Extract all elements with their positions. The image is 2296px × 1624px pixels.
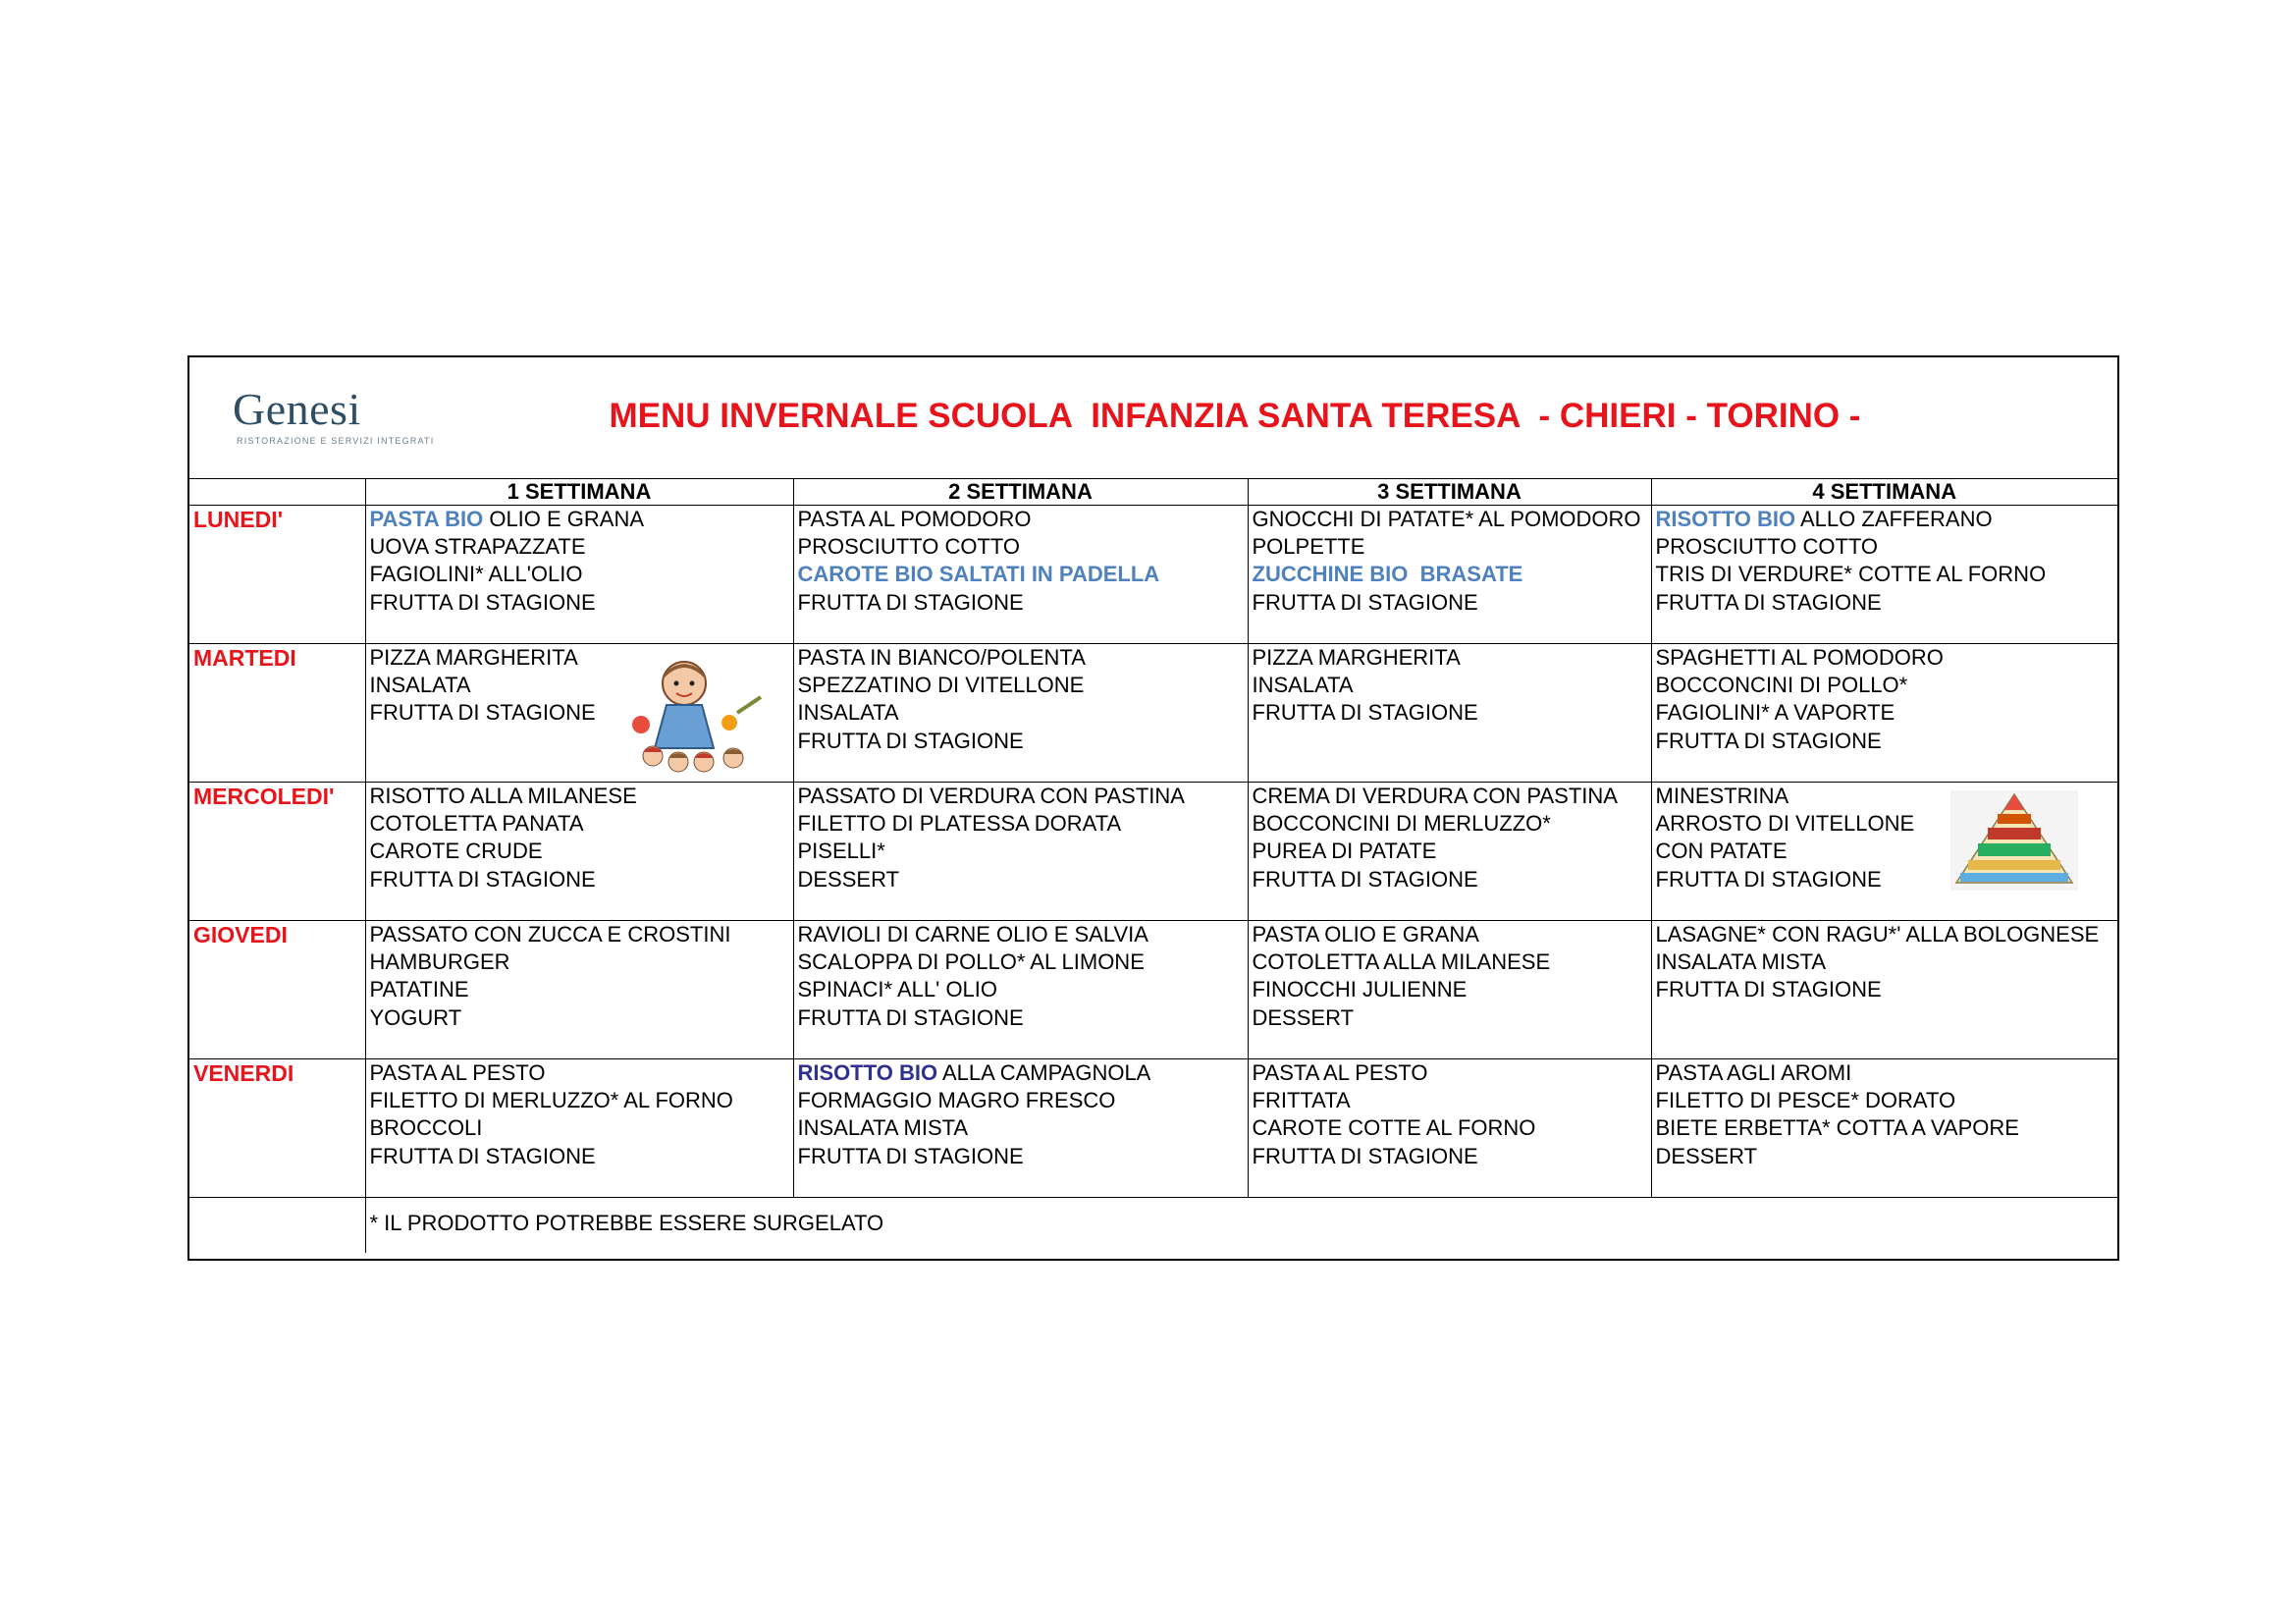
dish-text: RISOTTO ALLA MILANESE bbox=[369, 784, 637, 808]
dish-text: ALLO ZAFFERANO bbox=[1795, 507, 1993, 531]
bio-label: PASTA BIO bbox=[369, 507, 484, 531]
day-label: MARTEDI bbox=[189, 644, 365, 783]
day-label: MERCOLEDI' bbox=[189, 783, 365, 921]
dish-text: FRUTTA DI STAGIONE bbox=[369, 700, 596, 726]
dish-text: PUREA DI PATATE bbox=[1252, 839, 1437, 864]
menu-line bbox=[798, 1143, 1248, 1170]
menu-cell bbox=[793, 1059, 1248, 1198]
dish-text: FILETTO DI MERLUZZO* AL FORNO bbox=[369, 1088, 733, 1113]
dish-text: ARROSTO DI VITELLONE bbox=[1655, 811, 1915, 837]
menu-line bbox=[1253, 644, 1651, 672]
menu-line bbox=[798, 921, 1248, 948]
dish-text: FRUTTA DI STAGIONE bbox=[1252, 700, 1478, 726]
menu-line bbox=[1253, 866, 1651, 893]
dish-text: PASTA IN BIANCO/POLENTA bbox=[797, 645, 1086, 670]
menu-line bbox=[798, 672, 1248, 699]
logo-text: Genesi bbox=[233, 384, 361, 434]
menu-line bbox=[1253, 921, 1651, 948]
dish-text: PIZZA MARGHERITA bbox=[1252, 645, 1461, 670]
dish-text: INSALATA bbox=[797, 700, 899, 726]
dish-text: FRUTTA DI STAGIONE bbox=[1655, 977, 1882, 1002]
dish-text: PIZZA MARGHERITA bbox=[369, 645, 578, 670]
footnote-spacer bbox=[189, 1198, 365, 1254]
menu-table bbox=[189, 478, 2117, 1253]
menu-line bbox=[1656, 672, 2118, 699]
menu-cell bbox=[1248, 783, 1651, 921]
dish-text: INSALATA MISTA bbox=[797, 1115, 969, 1141]
dish-text: BROCCOLI bbox=[369, 1115, 483, 1141]
menu-line bbox=[370, 1004, 793, 1032]
dish-text: RAVIOLI DI CARNE OLIO E SALVIA bbox=[797, 922, 1148, 947]
week-header: 1 SETTIMANA bbox=[365, 479, 793, 506]
menu-line bbox=[1253, 783, 1651, 810]
week-header: 3 SETTIMANA bbox=[1248, 479, 1651, 506]
dish-text: TRIS DI VERDURE* COTTE AL FORNO bbox=[1655, 562, 2047, 587]
day-row bbox=[189, 783, 2117, 921]
menu-cell bbox=[793, 644, 1248, 783]
menu-line bbox=[370, 1059, 793, 1087]
week-header-row bbox=[189, 479, 2117, 506]
dish-text: LASAGNE* CON RAGU*' ALLA BOLOGNESE bbox=[1655, 922, 2100, 947]
menu-line bbox=[1253, 1114, 1651, 1142]
menu-line bbox=[1656, 921, 2118, 948]
menu-line bbox=[1656, 728, 2118, 755]
menu-line bbox=[798, 728, 1248, 755]
menu-line bbox=[798, 1087, 1248, 1114]
food-pyramid-illustration bbox=[1950, 790, 2078, 891]
dish-text: DESSERT bbox=[1655, 1143, 1758, 1168]
menu-line bbox=[798, 866, 1248, 893]
dish-text: FRUTTA DI STAGIONE bbox=[797, 728, 1024, 753]
day-label: VENERDI bbox=[189, 1059, 365, 1198]
dish-text: UOVA STRAPAZZATE bbox=[369, 534, 586, 560]
dish-text: SPAGHETTI AL POMODORO bbox=[1655, 645, 1944, 670]
dish-text: YOGURT bbox=[369, 1004, 462, 1030]
menu-line bbox=[370, 866, 793, 893]
menu-line bbox=[370, 1114, 793, 1142]
menu-cell bbox=[793, 921, 1248, 1059]
menu-cell bbox=[1248, 506, 1651, 644]
dish-text: FRUTTA DI STAGIONE bbox=[1252, 1143, 1478, 1168]
menu-line bbox=[1253, 1087, 1651, 1114]
day-row bbox=[189, 921, 2117, 1059]
dish-text: BOCCONCINI DI MERLUZZO* bbox=[1252, 811, 1551, 837]
menu-line bbox=[1253, 1059, 1651, 1087]
menu-line bbox=[1656, 644, 2118, 672]
dish-text: BIETE ERBETTA* COTTA A VAPORE bbox=[1655, 1115, 2019, 1141]
menu-line bbox=[798, 783, 1248, 810]
day-row bbox=[189, 644, 2117, 783]
bio-label: CAROTE BIO SALTATI IN PADELLA bbox=[797, 562, 1160, 587]
menu-line bbox=[370, 810, 793, 838]
menu-cell bbox=[793, 506, 1248, 644]
menu-line bbox=[370, 948, 793, 976]
dish-text: FILETTO DI PLATESSA DORATA bbox=[797, 811, 1122, 837]
menu-line bbox=[798, 533, 1248, 561]
logo-subtext: RISTORAZIONE E SERVIZI INTEGRATI bbox=[237, 436, 435, 446]
day-row bbox=[189, 1059, 2117, 1198]
day-label: GIOVEDI bbox=[189, 921, 365, 1059]
bio-label: ZUCCHINE BIO BRASATE bbox=[1252, 562, 1523, 587]
dish-text: CON PATATE bbox=[1655, 839, 1788, 864]
menu-frame bbox=[187, 355, 2119, 1261]
dish-text: INSALATA MISTA bbox=[1655, 949, 1827, 975]
menu-line bbox=[1656, 1059, 2118, 1087]
menu-cell bbox=[365, 921, 793, 1059]
dish-text: PASSATO CON ZUCCA E CROSTINI bbox=[369, 922, 731, 947]
menu-line bbox=[798, 948, 1248, 976]
dish-text: INSALATA bbox=[1252, 673, 1354, 698]
dish-text: FRUTTA DI STAGIONE bbox=[1655, 866, 1882, 892]
bio-label: RISOTTO BIO bbox=[1655, 507, 1796, 531]
menu-cell bbox=[365, 644, 793, 783]
menu-line bbox=[1253, 672, 1651, 699]
dish-text: CAROTE COTTE AL FORNO bbox=[1252, 1115, 1536, 1141]
dish-text: HAMBURGER bbox=[369, 949, 510, 975]
dish-text: MINESTRINA bbox=[1655, 784, 1789, 808]
menu-line bbox=[1253, 561, 1651, 588]
dish-text: FRUTTA DI STAGIONE bbox=[369, 589, 596, 615]
day-row bbox=[189, 506, 2117, 644]
dish-text: COTOLETTA ALLA MILANESE bbox=[1252, 949, 1551, 975]
menu-line bbox=[1253, 810, 1651, 838]
menu-line bbox=[798, 1059, 1248, 1087]
dish-text: FRUTTA DI STAGIONE bbox=[797, 589, 1024, 615]
dish-text: PASTA AGLI AROMI bbox=[1655, 1060, 1852, 1085]
menu-line bbox=[1253, 976, 1651, 1003]
menu-line bbox=[798, 644, 1248, 672]
dish-text: DESSERT bbox=[1252, 1004, 1355, 1030]
menu-line bbox=[798, 1114, 1248, 1142]
menu-cell bbox=[1651, 783, 2117, 921]
menu-line bbox=[798, 506, 1248, 533]
dish-text: PATATINE bbox=[369, 977, 469, 1002]
menu-line bbox=[370, 838, 793, 865]
children-illustration bbox=[623, 654, 780, 777]
menu-line bbox=[798, 838, 1248, 865]
menu-line bbox=[370, 506, 793, 533]
dish-text: POLPETTE bbox=[1252, 534, 1365, 560]
menu-line bbox=[798, 976, 1248, 1003]
menu-line bbox=[1656, 948, 2118, 976]
menu-line bbox=[1656, 561, 2118, 588]
dish-text: FRUTTA DI STAGIONE bbox=[1252, 866, 1478, 892]
menu-line bbox=[370, 976, 793, 1003]
menu-line bbox=[1253, 948, 1651, 976]
dish-text: SPEZZATINO DI VITELLONE bbox=[797, 673, 1085, 698]
dish-text: PASSATO DI VERDURA CON PASTINA bbox=[797, 784, 1185, 808]
menu-line bbox=[798, 810, 1248, 838]
menu-line bbox=[370, 921, 793, 948]
corner-cell bbox=[189, 479, 365, 506]
menu-line bbox=[798, 1004, 1248, 1032]
menu-line bbox=[798, 699, 1248, 727]
menu-cell bbox=[1248, 644, 1651, 783]
menu-line bbox=[1656, 976, 2118, 1003]
dish-text: FINOCCHI JULIENNE bbox=[1252, 977, 1468, 1002]
menu-line bbox=[1253, 1143, 1651, 1170]
dish-text: FILETTO DI PESCE* DORATO bbox=[1655, 1088, 1956, 1113]
title-band bbox=[189, 357, 2117, 480]
dish-text: BOCCONCINI DI POLLO* bbox=[1655, 673, 1908, 698]
dish-text: PROSCIUTTO COTTO bbox=[797, 534, 1021, 560]
menu-line bbox=[1656, 589, 2118, 617]
dish-text: FAGIOLINI* ALL'OLIO bbox=[369, 562, 583, 587]
dish-text: PROSCIUTTO COTTO bbox=[1655, 534, 1879, 560]
menu-line bbox=[1656, 1087, 2118, 1114]
menu-line bbox=[1253, 533, 1651, 561]
menu-line bbox=[370, 783, 793, 810]
dish-text: SPINACI* ALL' OLIO bbox=[797, 977, 998, 1002]
dish-text: PASTA OLIO E GRANA bbox=[1252, 922, 1479, 947]
dish-text: SCALOPPA DI POLLO* AL LIMONE bbox=[797, 949, 1145, 975]
dish-text: FRUTTA DI STAGIONE bbox=[797, 1143, 1024, 1168]
dish-text: FORMAGGIO MAGRO FRESCO bbox=[797, 1088, 1116, 1113]
dish-text: FRITTATA bbox=[1252, 1088, 1351, 1113]
menu-line bbox=[370, 589, 793, 617]
menu-cell bbox=[1248, 1059, 1651, 1198]
dish-text: FRUTTA DI STAGIONE bbox=[369, 866, 596, 892]
menu-line bbox=[798, 589, 1248, 617]
genesi-logo bbox=[233, 384, 435, 446]
menu-line bbox=[1656, 699, 2118, 727]
dish-text: FRUTTA DI STAGIONE bbox=[1655, 728, 1882, 753]
dish-text: PISELLI* bbox=[797, 839, 885, 864]
footnote-row bbox=[189, 1198, 2117, 1254]
dish-text: FRUTTA DI STAGIONE bbox=[797, 1004, 1024, 1030]
page-title: MENU INVERNALE SCUOLA INFANZIA SANTA TERESA - CHIERI - TORINO - bbox=[609, 397, 1861, 435]
menu-line bbox=[798, 561, 1248, 588]
menu-line bbox=[1656, 1143, 2118, 1170]
day-label: LUNEDI' bbox=[189, 506, 365, 644]
dish-text: FRUTTA DI STAGIONE bbox=[1655, 589, 1882, 615]
menu-cell bbox=[1248, 921, 1651, 1059]
dish-text: PASTA AL PESTO bbox=[1252, 1060, 1428, 1085]
menu-line bbox=[370, 1143, 793, 1170]
menu-cell bbox=[1651, 921, 2117, 1059]
menu-line bbox=[370, 561, 793, 588]
menu-cell bbox=[1651, 506, 2117, 644]
footnote-text: * IL PRODOTTO POTREBBE ESSERE SURGELATO bbox=[369, 1211, 884, 1235]
menu-line bbox=[1656, 1114, 2118, 1142]
dish-text: FRUTTA DI STAGIONE bbox=[1252, 589, 1478, 615]
menu-cell bbox=[793, 783, 1248, 921]
menu-line bbox=[1656, 533, 2118, 561]
menu-line bbox=[1253, 589, 1651, 617]
menu-line bbox=[1656, 506, 2118, 533]
menu-line bbox=[370, 1087, 793, 1114]
footnote-cell bbox=[365, 1198, 2117, 1254]
dish-text: DESSERT bbox=[797, 866, 900, 892]
menu-line bbox=[1253, 699, 1651, 727]
dish-text: OLIO E GRANA bbox=[483, 507, 645, 531]
dish-text: CAROTE CRUDE bbox=[369, 839, 543, 864]
menu-line bbox=[370, 533, 793, 561]
menu-cell bbox=[365, 506, 793, 644]
menu-cell bbox=[1651, 1059, 2117, 1198]
menu-line bbox=[1253, 506, 1651, 533]
dish-text: PASTA AL PESTO bbox=[369, 1060, 546, 1085]
dish-text: ALLA CAMPAGNOLA bbox=[937, 1060, 1151, 1085]
menu-cell bbox=[365, 783, 793, 921]
dish-text: GNOCCHI DI PATATE* AL POMODORO bbox=[1252, 507, 1641, 531]
menu-cell bbox=[1651, 644, 2117, 783]
week-header: 4 SETTIMANA bbox=[1651, 479, 2117, 506]
week-header: 2 SETTIMANA bbox=[793, 479, 1248, 506]
menu-cell bbox=[365, 1059, 793, 1198]
dish-text: FRUTTA DI STAGIONE bbox=[369, 1143, 596, 1168]
dish-text: FAGIOLINI* A VAPORTE bbox=[1655, 700, 1896, 726]
menu-line bbox=[1253, 838, 1651, 865]
menu-line bbox=[1253, 1004, 1651, 1032]
dish-text: INSALATA bbox=[369, 673, 471, 698]
dish-text: CREMA DI VERDURA CON PASTINA bbox=[1252, 784, 1618, 808]
dish-text: COTOLETTA PANATA bbox=[369, 811, 584, 837]
bio-label: RISOTTO BIO bbox=[797, 1060, 938, 1085]
dish-text: PASTA AL POMODORO bbox=[797, 507, 1032, 531]
